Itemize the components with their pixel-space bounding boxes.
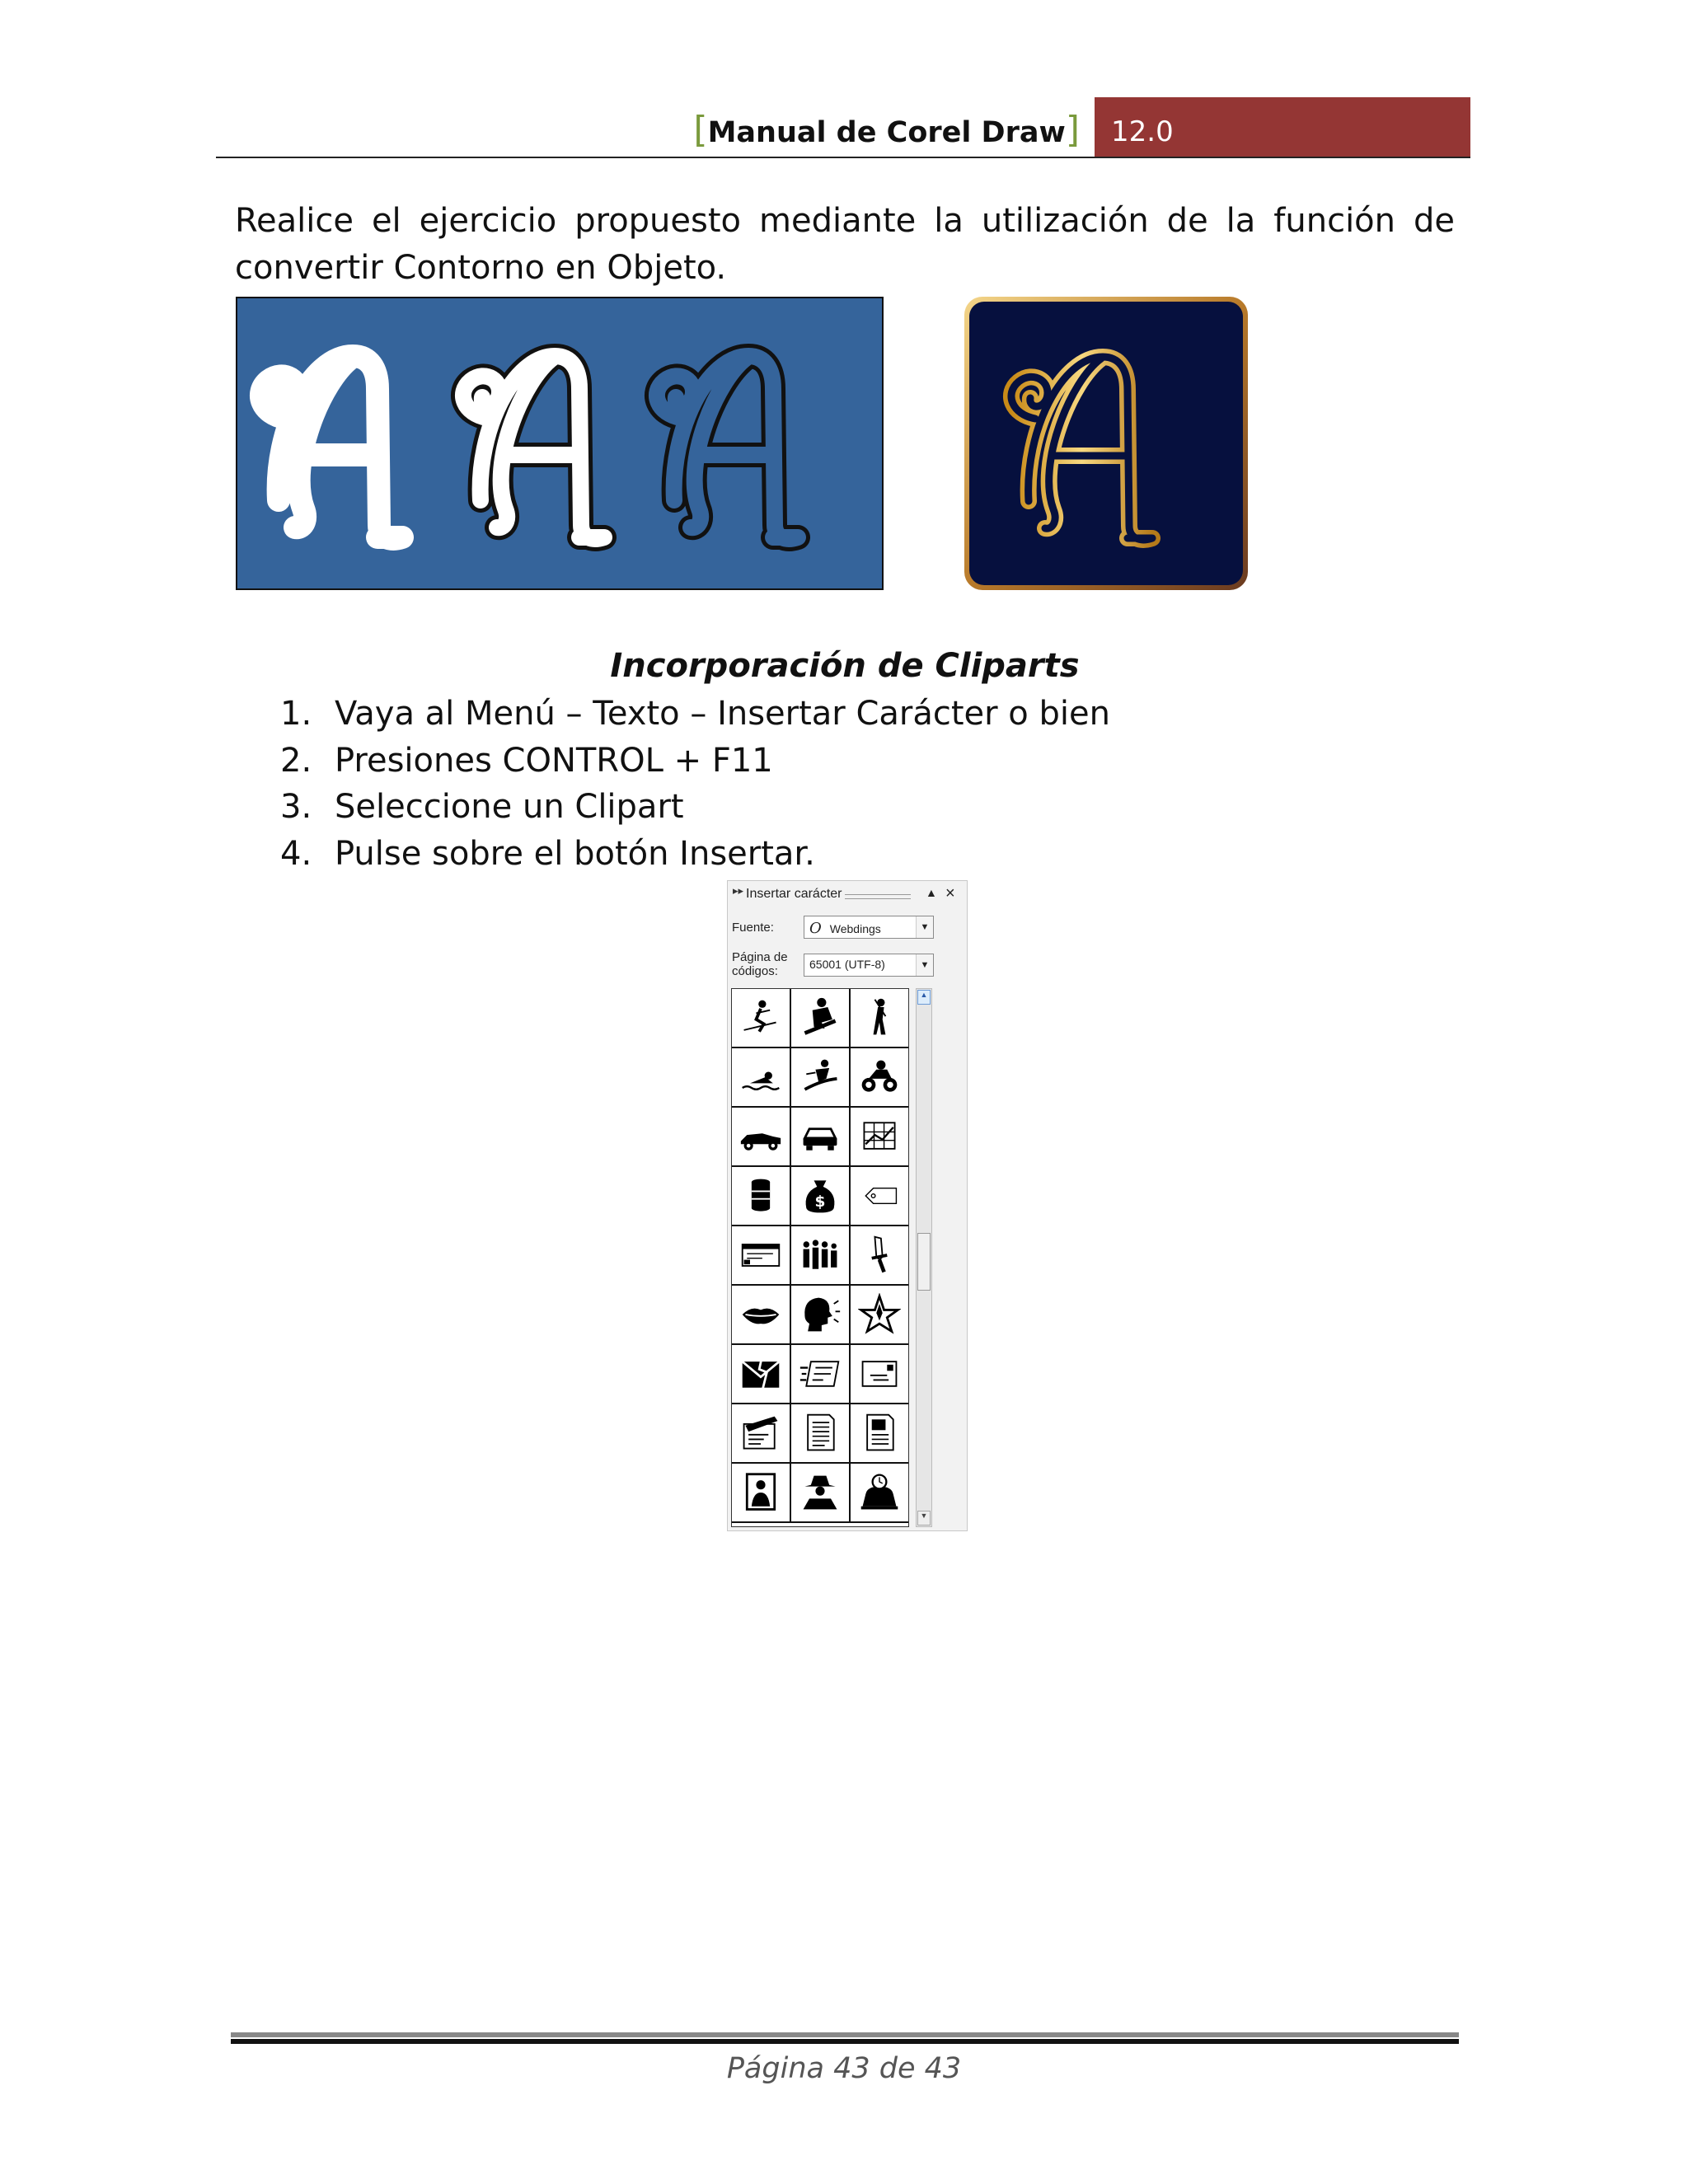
character-cell[interactable] xyxy=(791,1048,851,1108)
barrel-icon xyxy=(739,1174,782,1217)
svg-text:$: $ xyxy=(814,1193,826,1211)
golfer-icon xyxy=(858,996,901,1039)
portrait-icon xyxy=(739,1471,782,1514)
chevron-down-icon[interactable]: ▼ xyxy=(916,954,933,976)
motorcycle-icon xyxy=(858,1056,901,1099)
character-cell[interactable] xyxy=(791,1108,851,1167)
character-cell[interactable] xyxy=(851,989,909,1048)
font-value: Webdings xyxy=(829,922,881,935)
character-cell[interactable] xyxy=(851,1226,909,1286)
envelope-icon xyxy=(858,1352,901,1395)
character-cell[interactable] xyxy=(732,1048,791,1108)
header-bracket-open: [ xyxy=(693,109,708,151)
tag-icon xyxy=(858,1174,901,1217)
character-cell[interactable] xyxy=(851,1108,909,1167)
font-select[interactable] xyxy=(804,916,934,939)
character-cell[interactable] xyxy=(732,1286,791,1345)
insert-character-docker xyxy=(727,880,968,1531)
star-icon xyxy=(858,1293,901,1336)
section-title: Incorporación de Cliparts xyxy=(610,647,1080,685)
font-label: Fuente: xyxy=(732,921,774,935)
gold-letter-example-image xyxy=(963,295,1250,592)
swimmer-icon xyxy=(739,1056,782,1099)
character-cell[interactable] xyxy=(851,1048,909,1108)
intro-paragraph: Realice el ejercicio propuesto mediante la utilización de la función de convertir Contorno en Objeto. xyxy=(235,202,1455,287)
letter-solid-white xyxy=(261,356,402,539)
snowboarder-icon xyxy=(799,996,842,1039)
speaking-head-icon xyxy=(799,1293,842,1336)
character-cell[interactable] xyxy=(791,1345,851,1404)
character-cell[interactable] xyxy=(732,1404,791,1464)
letter-contour-object xyxy=(657,356,798,539)
step-item: 1. Vaya al Menú – Texto – Insertar Carácter o bien xyxy=(280,695,1110,733)
docker-title: Insertar carácter xyxy=(746,887,842,901)
lips-icon xyxy=(739,1293,782,1336)
write-envelope-icon xyxy=(739,1412,782,1455)
surfer-icon xyxy=(799,1056,842,1099)
character-cell[interactable] xyxy=(791,1167,851,1226)
chevron-down-icon[interactable]: ▼ xyxy=(916,916,933,938)
character-cell[interactable] xyxy=(732,1345,791,1404)
chart-icon xyxy=(858,1115,901,1158)
mantel-clock-icon xyxy=(858,1471,901,1514)
grid-scrollbar[interactable] xyxy=(916,988,932,1527)
scroll-thumb[interactable] xyxy=(917,1233,931,1291)
character-cell[interactable] xyxy=(851,1404,909,1464)
version-badge: 12.0 xyxy=(1095,97,1470,158)
character-cell[interactable] xyxy=(732,1464,791,1523)
character-cell[interactable] xyxy=(732,1108,791,1167)
car-icon xyxy=(799,1115,842,1158)
character-cell[interactable] xyxy=(791,1286,851,1345)
footer-rule-gray xyxy=(231,2032,1459,2037)
ticket-icon xyxy=(739,1234,782,1277)
codepage-select[interactable] xyxy=(804,954,934,977)
steps-list xyxy=(280,691,1110,877)
photo-document-icon xyxy=(858,1412,901,1455)
header-title xyxy=(577,107,1080,157)
scroll-down-button[interactable]: ▼ xyxy=(917,1511,931,1526)
close-icon[interactable]: × xyxy=(945,884,955,902)
skier-icon xyxy=(739,996,782,1039)
character-cell[interactable] xyxy=(851,1286,909,1345)
codepage-value: 65001 (UTF-8) xyxy=(809,958,885,971)
character-cell[interactable] xyxy=(851,1167,909,1226)
character-cell[interactable] xyxy=(791,1404,851,1464)
footer-rule-black xyxy=(231,2039,1459,2044)
opentype-font-icon: O xyxy=(809,920,822,937)
manual-title: Manual de Corel Draw xyxy=(707,116,1066,149)
letter-outlined xyxy=(463,356,604,539)
character-cell[interactable] xyxy=(732,989,791,1048)
collapse-arrow-icon[interactable]: ▲ xyxy=(926,886,937,899)
family-icon xyxy=(799,1234,842,1277)
document-icon xyxy=(799,1412,842,1455)
character-grid xyxy=(731,988,909,1527)
grip-lines[interactable] xyxy=(845,894,911,899)
docker-title-bar[interactable] xyxy=(728,881,967,909)
spy-icon xyxy=(799,1471,842,1514)
codepage-label: Página de códigos: xyxy=(732,950,788,978)
character-cell[interactable] xyxy=(732,1167,791,1226)
double-arrow-icon[interactable]: ▸▸ xyxy=(733,884,744,897)
dagger-icon xyxy=(858,1234,901,1277)
character-cell[interactable] xyxy=(851,1464,909,1523)
header-bracket-close: ] xyxy=(1065,109,1080,151)
step-item: 4. Pulse sobre el botón Insertar. xyxy=(280,834,815,873)
broken-envelope-icon xyxy=(739,1352,782,1395)
character-cell[interactable] xyxy=(791,1226,851,1286)
letters-example-image xyxy=(236,297,884,590)
step-item: 2. Presiones CONTROL + F11 xyxy=(280,741,773,780)
character-cell[interactable] xyxy=(732,1226,791,1286)
scroll-up-button[interactable]: ▲ xyxy=(917,990,931,1005)
character-cell[interactable] xyxy=(851,1345,909,1404)
race-car-icon xyxy=(739,1115,782,1158)
fax-icon xyxy=(799,1352,842,1395)
header-rule xyxy=(216,157,1470,158)
character-cell[interactable] xyxy=(791,1464,851,1523)
money-bag-icon xyxy=(799,1174,842,1217)
page-number: Página 43 de 43 xyxy=(726,2052,962,2085)
character-cell[interactable] xyxy=(791,989,851,1048)
step-item: 3. Seleccione un Clipart xyxy=(280,788,684,826)
